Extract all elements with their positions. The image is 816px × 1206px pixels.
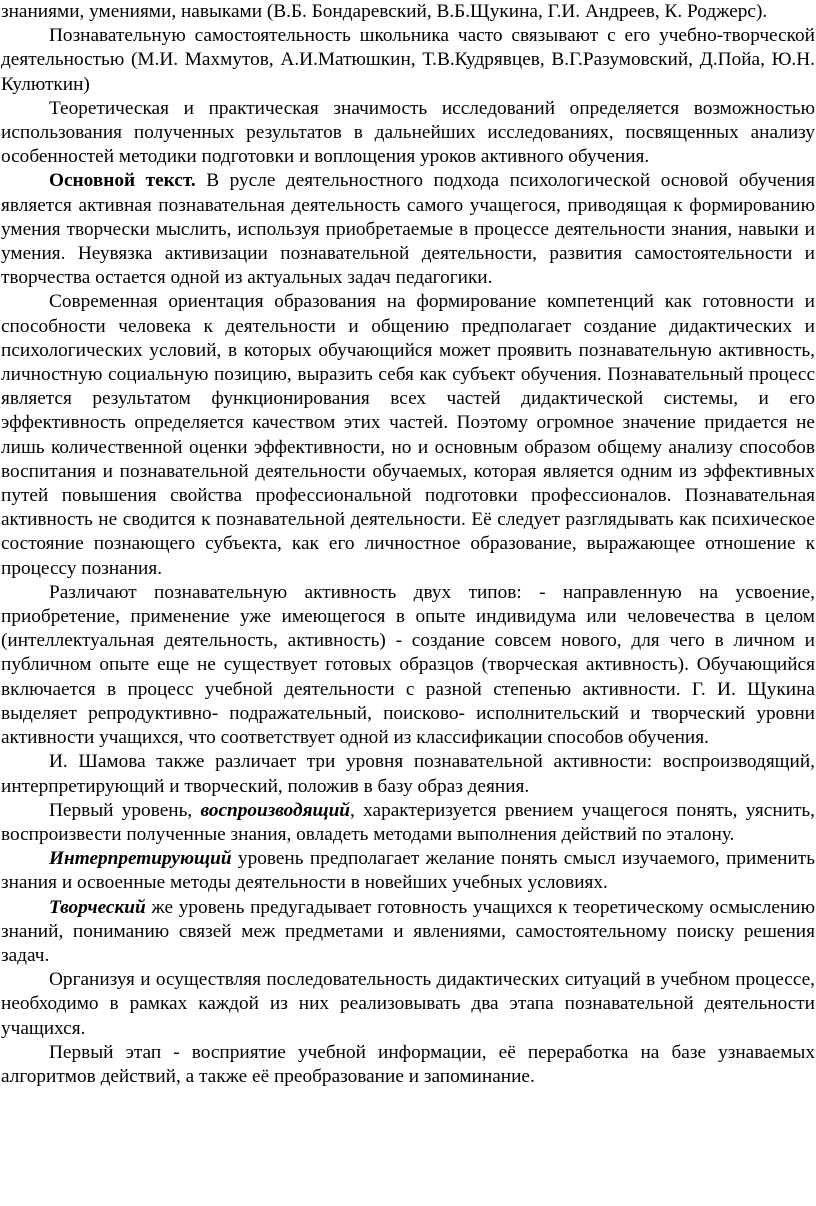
paragraph-6-text: Различают познавательную активность двух типов: - направленную на усвоение, приобретение, применение уже имеющегося в опыте индивидума или человечества в целом (интеллектуальная деятельность, активность) - создание совсем нового, для чего в личном и публичном опыте еще не существует готовых образцов (творческая активность). Обучающийся включается в процесс учебной деятельности с разной степенью активности. Г. И. Щукина выделяет репродуктивно- подражательный, поисково- исполнительский и творческий уровни активности учащихся, что соответствует одной из классификации способов обучения.	[1, 581, 815, 749]
term-reproducing: воспроизводящий	[200, 799, 351, 821]
paragraph-10-text: же уровень предугадывает готовность учащихся к теоретическому осмыслению знаний, пониманию связей меж предметами и явлениями, самостоятельному поиску решения задач.	[1, 896, 815, 966]
paragraph-11-text: Организуя и осуществляя последовательность дидактических ситуаций в учебном процессе, необходимо в рамках каждой из них реализовывать два этапа познавательной деятельности учащихся.	[1, 969, 815, 1039]
term-interpreting: Интерпретирующий	[49, 848, 232, 870]
paragraph-7	[1, 750, 815, 798]
paragraph-5	[1, 290, 815, 580]
paragraph-8	[1, 799, 815, 847]
main-text-heading: Основной текст.	[49, 170, 196, 192]
paragraph-3-text: Теоретическая и практическая значимость исследований определяется возможностью использования полученных результатов в дальнейших исследованиях, посвященных анализу особенностей методики подготовки и воплощения уроков активного обучения.	[1, 97, 815, 168]
paragraph-12	[1, 1041, 815, 1089]
paragraph-10	[1, 896, 815, 969]
paragraph-4	[1, 169, 815, 290]
paragraph-6	[1, 581, 815, 750]
paragraph-8-lead: Первый уровень,	[49, 799, 201, 821]
term-creative: Творческий	[49, 896, 146, 918]
paragraph-9	[1, 847, 815, 895]
paragraph-12-text: Первый этап - восприятие учебной информации, её переработка на базе узнаваемых алгоритмов действий, а также её преобразование и запоминание.	[1, 1041, 815, 1087]
paragraph-1-text: знаниями, умениями, навыками (В.Б. Бондаревский, В.Б.Щукина, Г.И. Андреев, К. Роджерс).	[1, 1, 768, 22]
paragraph-11	[1, 968, 815, 1041]
paragraph-1	[1, 0, 815, 24]
paragraph-2-text: Познавательную самостоятельность школьника часто связывают с его учебно-творческой деятельностью (М.И. Махмутов, А.И.Матюшкин, Т.В.Кудрявцев, В.Г.Разумовский, Д.Пойа, Ю.Н. Кулюткин)	[1, 25, 815, 95]
paragraph-2	[1, 24, 815, 97]
paragraph-9-text: уровень предполагает желание понять смысл изучаемого, применить знания и освоенные методы деятельности в новейших учебных условиях.	[1, 848, 815, 894]
paragraph-4-text: В русле деятельностного подхода психологической основой обучения является активная познавательная деятельность самого учащегося, приводящая к формированию умения творчески мыслить, используя приобретаемые в процессе деятельности знания, навыки и умения. Неувязка активизации познавательной деятельности, развития самостоятельности и творчества остается одной из актуальных задач педагогики.	[1, 170, 815, 289]
paragraph-7-text: И. Шамова также различает три уровня познавательной активности: воспроизводящий, интерпретирующий и творческий, положив в базу образ деяния.	[1, 751, 815, 797]
paragraph-8-text: , характеризуется рвением учащегося понять, уяснить, воспроизвести полученные знания, овладеть методами выполнения действий по эталону.	[1, 799, 815, 845]
paragraph-5-text: Современная ориентация образования на формирование компетенций как готовности и способности человека к деятельности и общению предполагает создание дидактических и психологических условий, в которых обучающийся может проявить познавательную активность, личностную социальную позицию, выразить себя как субъект обучения. Познавательный процесс является результатом функционирования всех частей дидактической системы, и его эффективность определяется качеством этих частей. Поэтому огромное значение придается не лишь количественной оценки эффективности, но и основным образом общему анализу способов воспитания и познавательной деятельности обучаемых, которая является одним из эффективных путей повышения свойства профессиональной подготовки профессионалов. Познавательная активность не сводится к познавательной деятельности. Её следует разглядывать как психическое состояние познающего субъекта, как его личностное образование, выражающее отношение к процессу познания.	[1, 291, 815, 579]
paragraph-3	[1, 97, 815, 170]
